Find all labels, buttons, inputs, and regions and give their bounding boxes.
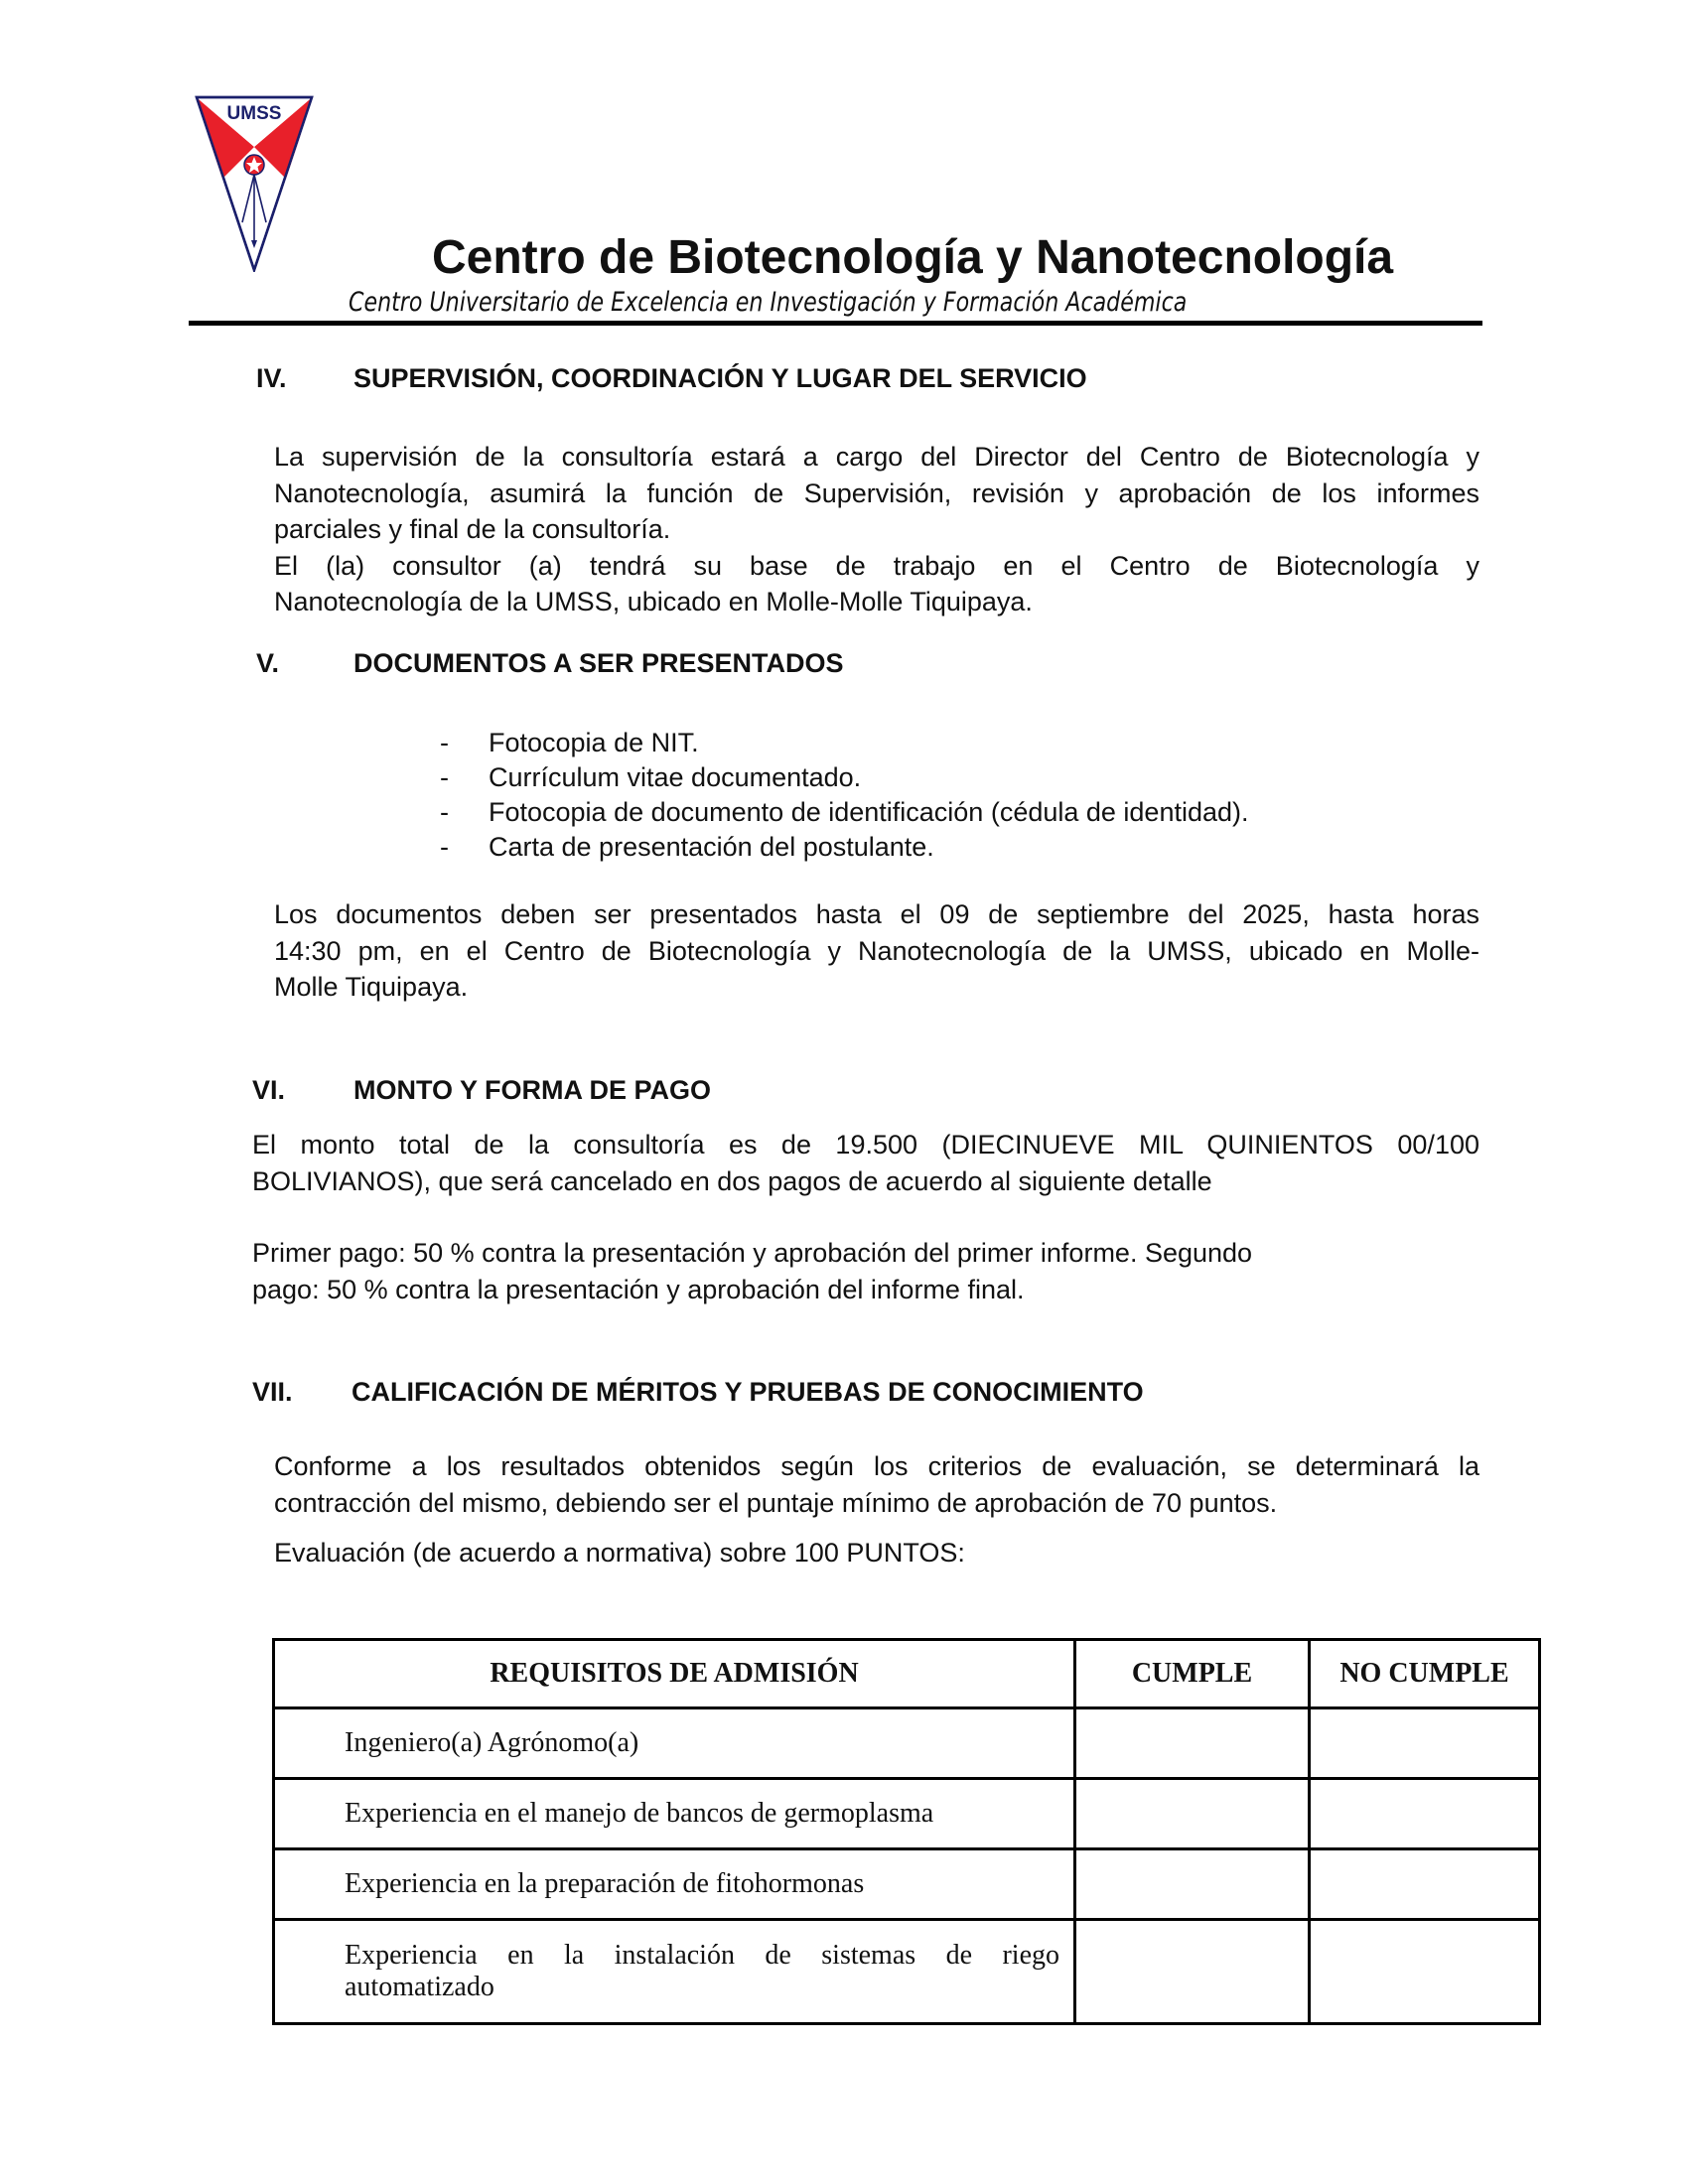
paragraph-line: Conforme a los resultados obtenidos según los criterios de evaluación, se determinará la <box>274 1451 1479 1481</box>
section-title: SUPERVISIÓN, COORDINACIÓN Y LUGAR DEL SERVICIO <box>353 363 1087 393</box>
requirement-line: Experiencia en la instalación de sistemas de riego <box>345 1940 1059 1971</box>
section-title: MONTO Y FORMA DE PAGO <box>353 1075 712 1105</box>
logo-text: UMSS <box>226 103 282 124</box>
section-number: IV. <box>256 363 287 393</box>
section-number: VI. <box>252 1075 286 1105</box>
header-no-cumple: NO CUMPLE <box>1310 1640 1540 1708</box>
requirements-table <box>272 1638 1541 2025</box>
bullet-dash: - <box>440 762 449 792</box>
bullet-dash: - <box>440 832 449 862</box>
bullet-dash: - <box>440 797 449 827</box>
no-cumple-cell[interactable] <box>1310 1920 1540 2024</box>
requirement-cell: Experiencia en la preparación de fitohormonas <box>274 1849 1075 1920</box>
requirement-cell: Experiencia en el manejo de bancos de germoplasma <box>274 1779 1075 1849</box>
table-row <box>274 1779 1540 1849</box>
requirement-cell <box>274 1920 1075 2024</box>
cumple-cell[interactable] <box>1075 1920 1310 2024</box>
no-cumple-cell[interactable] <box>1310 1849 1540 1920</box>
table-header-row <box>274 1640 1540 1708</box>
documents-list <box>440 726 1433 875</box>
umss-pennant-icon <box>195 95 314 272</box>
no-cumple-cell[interactable] <box>1310 1779 1540 1849</box>
cumple-cell[interactable] <box>1075 1708 1310 1779</box>
header-cumple: CUMPLE <box>1075 1640 1310 1708</box>
paragraph-line: BOLIVIANOS), que será cancelado en dos pagos de acuerdo al siguiente detalle <box>252 1165 1212 1196</box>
cumple-cell[interactable] <box>1075 1849 1310 1920</box>
paragraph-line: Molle Tiquipaya. <box>274 972 469 1002</box>
cumple-cell[interactable] <box>1075 1779 1310 1849</box>
umss-logo <box>195 95 314 272</box>
payment-line: pago: 50 % contra la presentación y aprobación del informe final. <box>252 1274 1025 1304</box>
section-number: VII. <box>252 1377 293 1407</box>
list-item-text: Fotocopia de NIT. <box>489 728 699 757</box>
paragraph-line: 14:30 pm, en el Centro de Biotecnología y Nanotecnología de la UMSS, ubicado en Molle- <box>274 935 1479 966</box>
list-item-text: Currículum vitae documentado. <box>489 762 862 792</box>
paragraph-line: La supervisión de la consultoría estará a cargo del Director del Centro de Biotecnología y <box>274 442 1479 472</box>
list-item-text: Carta de presentación del postulante. <box>489 832 934 862</box>
evaluation-note <box>274 1535 1479 1571</box>
section-paragraph <box>274 1448 1479 1521</box>
table-row <box>274 1849 1540 1920</box>
paragraph-line: Nanotecnología, asumirá la función de Supervisión, revisión y aprobación de los informes <box>274 478 1479 508</box>
paragraph-line: El monto total de la consultoría es de 19.500 (DIECINUEVE MIL QUINIENTOS 00/100 <box>252 1130 1479 1160</box>
header-divider <box>189 321 1482 326</box>
section-title: DOCUMENTOS A SER PRESENTADOS <box>353 648 844 678</box>
evaluation-line: Evaluación (de acuerdo a normativa) sobre 100 PUNTOS: <box>274 1538 965 1568</box>
paragraph-line: Nanotecnología de la UMSS, ubicado en Molle-Molle Tiquipaya. <box>274 587 1033 616</box>
paragraph-line: El (la) consultor (a) tendrá su base de trabajo en el Centro de Biotecnología y <box>274 550 1479 581</box>
payment-detail <box>252 1235 1479 1307</box>
payment-line: Primer pago: 50 % contra la presentación y aprobación del primer informe. Segundo <box>252 1238 1253 1268</box>
institution-subtitle: Centro Universitario de Excelencia en Investigación y Formación Académica <box>349 287 1188 318</box>
paragraph-line: Los documentos deben ser presentados hasta el 09 de septiembre del 2025, hasta horas <box>274 899 1479 929</box>
requirement-line: automatizado <box>345 1972 494 2002</box>
section-paragraph <box>274 896 1479 1006</box>
requirement-cell: Ingeniero(a) Agrónomo(a) <box>274 1708 1075 1779</box>
paragraph-line: parciales y final de la consultoría. <box>274 514 671 544</box>
institution-title: Centro de Biotecnología y Nanotecnología <box>432 231 1394 284</box>
paragraph-line: contracción del mismo, debiendo ser el puntaje mínimo de aprobación de 70 puntos. <box>274 1487 1278 1518</box>
bullet-dash: - <box>440 728 449 757</box>
no-cumple-cell[interactable] <box>1310 1708 1540 1779</box>
section-number: V. <box>256 648 280 678</box>
table-row <box>274 1708 1540 1779</box>
list-item-text: Fotocopia de documento de identificación (cédula de identidad). <box>489 797 1249 827</box>
section-paragraph <box>252 1127 1479 1199</box>
section-paragraph <box>274 439 1479 620</box>
table-row <box>274 1920 1540 2024</box>
header-requirements: REQUISITOS DE ADMISIÓN <box>274 1640 1075 1708</box>
section-title: CALIFICACIÓN DE MÉRITOS Y PRUEBAS DE CONOCIMIENTO <box>352 1377 1144 1407</box>
